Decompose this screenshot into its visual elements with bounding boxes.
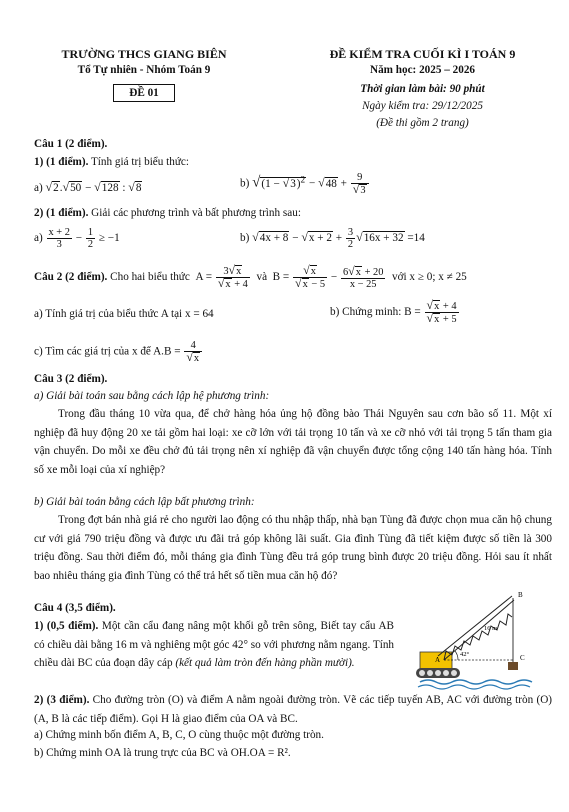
label-C: C: [520, 654, 525, 662]
q1-2a-inequality: a) $\frac{x + 2}{3}$ − $\frac{1}{2}$ ≥ −1: [34, 227, 120, 250]
q1-part2: [34, 207, 301, 219]
label-A: A: [435, 656, 441, 664]
q2-statement: Câu 2 (2 điểm). Cho hai biểu thức A = $\frac{3√x}{√x + 4}$ và B = $\frac{√x}{√x - 5}$ − $\frac{6√x + 20}{x - 25}$ với x ≥ 0; x ≠ 25: [34, 263, 467, 290]
exam-title: ĐỀ KIỂM TRA CUỐI KÌ I TOÁN 9: [329, 47, 516, 61]
page-count: (Đề thi gồm 2 trang): [376, 117, 469, 129]
label-B: B: [518, 591, 523, 599]
exam-date: Ngày kiểm tra: 29/12/2025: [362, 100, 483, 112]
q4-part2: 2) (3 điểm). Cho đường tròn (O) và điểm A nằm ngoài đường tròn. Vẽ các tiếp tuyến AB, AC với đường tròn (O) (A, B là các tiếp điểm). Gọi H là giao điểm của OA và BC.: [34, 694, 552, 725]
q2-part-b: b) Chứng minh: B = $\frac{√x + 4}{√x + 5}$: [330, 298, 457, 325]
q2-part-c: c) Tìm các giá trị của x để A.B = $\frac{4}{√x}$: [34, 340, 203, 364]
label-length: 16 m: [484, 625, 498, 632]
q1-part1: [34, 156, 189, 168]
q3-a-text: Trong đầu tháng 10 vừa qua, để chở hàng hóa ủng hộ đồng bào Thái Nguyên sau cơn bão số 11. Một xí nghiệp đã huy động 20 xe tải gồm hai loại: xe cỡ lớn với tải trọng 10 tấn và xe cỡ nhỏ với tải trọng 5 tấn tham gia vận chuyển. Do mỗi xe đều chở đủ tải trọng nên xí nghiệp đã vận chuyển được tổng cộng 140 tấn hàng hóa. Tính số xe mỗi loại của xí nghiệp?: [34, 408, 552, 476]
exam-duration: Thời gian làm bài: 90 phút: [360, 83, 485, 95]
group-name: Tổ Tự nhiên - Nhóm Toán 9: [77, 64, 211, 76]
q3-title: Câu 3 (2 điểm).: [34, 373, 108, 385]
q1-1b-expression: b) $√(1 - √3)^2 - √48$ + $\frac{9}{√3}$: [240, 172, 370, 196]
exam-code: ĐỀ 01: [129, 87, 159, 99]
q3-b-title: b) Giải bài toán bằng cách lập bất phương trình:: [34, 496, 255, 508]
q1-part2-text: Giải các phương trình và bất phương trình sau:: [88, 207, 301, 219]
q1-title: Câu 1 (2 điểm).: [34, 138, 108, 150]
q4-part1-head: 1) (0,5 điểm).: [34, 620, 99, 632]
q1-2b-equation: b) √4x + 8 − √x + 2 + $\frac{3}{2}$ √16x + 32 =14: [240, 227, 425, 250]
school-year: Năm học: 2025 – 2026: [369, 64, 476, 76]
q2-part-a: a) Tính giá trị của biểu thức A tại x = 64: [34, 308, 214, 320]
q3-a-title: a) Giải bài toán sau bằng cách lập hệ phương trình:: [34, 390, 270, 402]
q1-1a-expression: a) √2.√50 − √128 : √8: [34, 180, 142, 194]
crane-figure: [400, 590, 540, 690]
q1-part2-head: 2) (1 điểm).: [34, 207, 89, 219]
q4-title: Câu 4 (3,5 điểm).: [34, 602, 116, 614]
q4-part2-a: a) Chứng minh bốn điểm A, B, C, O cùng thuộc một đường tròn.: [34, 729, 324, 741]
exam-code-box: [113, 84, 175, 102]
q1-part1-head: 1) (1 điểm).: [34, 156, 89, 168]
q1-part1-text: Tính giá trị biểu thức:: [88, 156, 189, 168]
q3-b-text: Trong đợt bán nhà giá rẻ cho người lao động có thu nhập thấp, nhà bạn Tùng đã được chọn mua căn hộ chung cư với giá 790 triệu đồng và được ưu đãi trả góp không lãi suất. Gia đình Tùng đã tiết kiệm được số tiền là 300 triệu đồng. Sau thời điểm đó, mỗi tháng gia đình Tùng đều trả góp trung bình được 20 triệu đồng. Hỏi sau ít nhất bao nhiêu tháng gia đình Tùng có thể trả hết số tiền mua căn hộ đó?: [34, 514, 552, 582]
wood-block-icon: [508, 662, 518, 670]
q2-head: Câu 2 (2 điểm).: [34, 271, 108, 284]
q4-part2-head: 2) (3 điểm).: [34, 694, 90, 706]
school-name: TRƯỜNG THCS GIANG BIÊN: [61, 47, 227, 61]
q4-part2-b: b) Chứng minh OA là trung trực của BC và OH.OA = R².: [34, 747, 291, 759]
q4-part1: 1) (0,5 điểm). Một cần cẩu đang nâng một khối gỗ trên sông, Biết tay cẩu AB có chiều dài bằng 16 m và nghiêng một góc 42° so với phương nằm ngang. Tính chiều dài BC của đoạn dây cáp (kết quả làm tròn đến hàng phần mười).: [34, 620, 395, 670]
label-angle: 42°: [460, 651, 470, 658]
